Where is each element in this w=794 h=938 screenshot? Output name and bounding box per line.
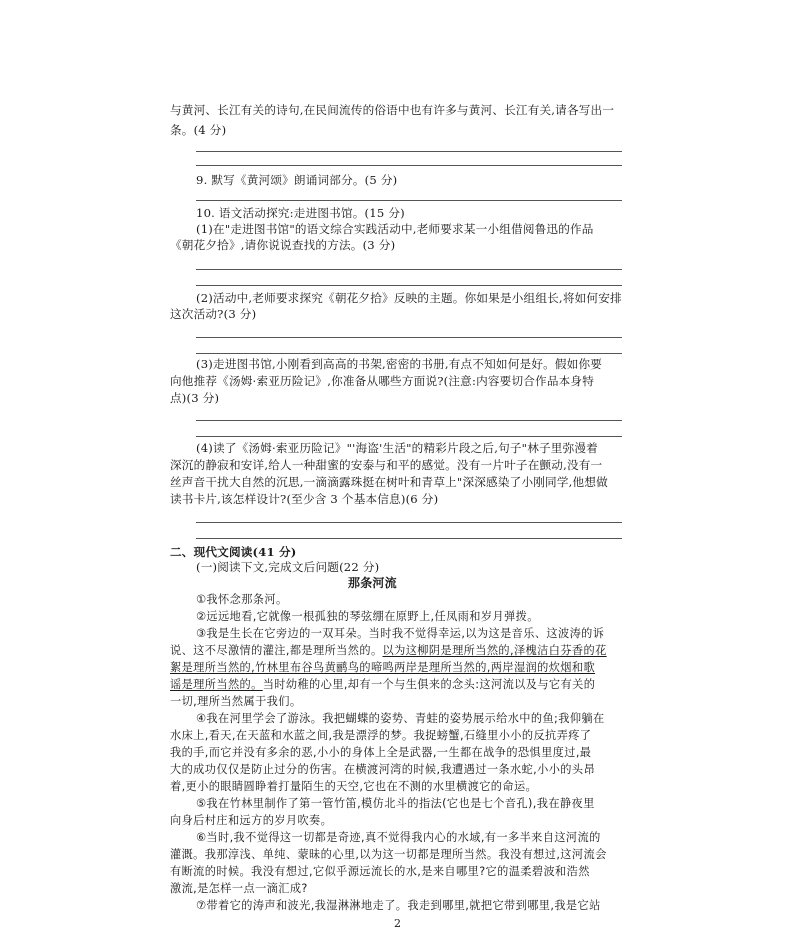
article-para-4-line-2: 水床上,看天,在天蓝和水蓝之间,我是漂浮的梦。我捉螃蟹,石缝里小小的反抗弄疼了: [170, 729, 592, 742]
article-para-1: ①我怀念那条河。: [196, 593, 288, 606]
article-para-7-line-1: ⑦带着它的涛声和波光,我湿淋淋地走了。我走到哪里,就把它带到哪里,我是它站: [196, 899, 601, 912]
section-heading: 二、现代文阅读(41 分): [170, 545, 297, 559]
article-text: 当时幼稚的心里,却有一个与生俱来的念头:这河流以及与它有关的: [262, 678, 596, 691]
answer-line: [196, 165, 622, 166]
answer-line: [196, 522, 622, 523]
q10-part3-line-3: 点)(3 分): [170, 391, 220, 405]
answer-line: [196, 200, 622, 201]
answer-line: [196, 420, 622, 421]
article-para-4-line-4: 大的成功仅仅是防止过分的伤害。在横渡河湾的时候,我遭遇过一条水蛇,小小的头昂: [170, 763, 596, 776]
q10-part4-line-4: 读书卡片,该怎样设计?(至少含 3 个基本信息)(6 分): [170, 492, 439, 506]
q10-part1-line-1: (1)在"走进图书馆"的语文综合实践活动中,老师要求某一小组借阅鲁迅的作品: [196, 222, 594, 236]
underlined-sentence: 以为这柳阴是理所当然的,泽槐洁白芬香的花: [382, 644, 607, 657]
q10-part2-line-1: (2)活动中,老师要求探究《朝花夕拾》反映的主题。你如果是小组组长,将如何安排: [196, 291, 622, 305]
article-para-4-line-1: ④我在河里学会了游泳。我把蝴蝶的姿势、青蛙的姿势展示给水中的鱼;我仰躺在: [196, 712, 605, 725]
article-para-4-line-3: 我的手,而它并没有多余的恶,小小的身体上全是武器,一生都在战争的恐惧里度过,最: [170, 746, 592, 759]
article-para-3-line-2: [170, 644, 607, 658]
page-number: 2: [394, 917, 402, 930]
q10-part4-line-2: 深沉的静寂和安详,给人一种甜蜜的安泰与和平的感觉。没有一片叶子在颤动,没有一: [170, 458, 603, 472]
article-para-6-line-3: 有断流的时候。我没有想过,它似乎源远流长的水,是来自哪里?它的温柔碧波和浩然: [170, 865, 590, 878]
article-para-4-line-5: 着,更小的眼睛圆睁着打量陌生的天空,它也在不测的水里横渡它的命运。: [170, 780, 538, 793]
article-para-6-line-1: ⑥当时,我不觉得这一切都是奇迹,真不觉得我内心的水域,有一多半来自这河流的: [196, 831, 601, 844]
answer-line: [196, 436, 622, 437]
answer-line: [196, 337, 622, 338]
article-para-3-line-5: 一切,理所当然属于我们。: [170, 695, 302, 708]
article-title: 那条河流: [348, 576, 397, 590]
section-subheading: (一)阅读下文,完成文后问题(22 分): [196, 560, 380, 574]
article-para-5-line-1: ⑤我在竹林里制作了第一管竹笛,模仿北斗的指法(它也是七个音孔),我在静夜里: [196, 797, 595, 810]
answer-line: [196, 353, 622, 354]
answer-line: [196, 538, 622, 539]
q10-title: 10. 语文活动探究:走进图书馆。(15 分): [196, 206, 405, 220]
q10-part3-line-2: 向他推荐《汤姆·索亚历险记》,你准备从哪些方面说?(注意:内容要切合作品本身特: [170, 374, 595, 388]
article-para-3-line-1: ③我是生长在它旁边的一双耳朵。当时我不觉得幸运,以为这是音乐、这波涛的诉: [196, 627, 605, 640]
article-para-3-line-4: [170, 678, 595, 692]
article-para-3-line-3: 絮是理所当然的,竹林里布谷鸟黄鹂鸟的啼鸣两岸是理所当然的,两岸湿润的炊烟和歌: [170, 661, 596, 674]
q10-part4-line-3: 丝声音干扰大自然的沉思,一滴滴露珠挺在树叶和青草上"深深感染了小刚同学,他想做: [170, 475, 608, 489]
answer-line: [196, 151, 622, 152]
article-para-6-line-4: 激流,是怎样一点一滴汇成?: [170, 882, 308, 895]
q10-part3-line-1: (3)走进图书馆,小刚看到高高的书架,密密的书册,有点不知如何是好。假如你要: [196, 357, 603, 371]
article-para-5-line-2: 向身后村庄和远方的岁月吹奏。: [170, 814, 333, 827]
q8-line-1: 与黄河、长江有关的诗句,在民间流传的俗语中也有许多与黄河、长江有关,请各写出一: [170, 103, 615, 117]
underlined-sentence: 谣是理所当然的。: [170, 678, 263, 691]
q9-prompt: 9. 默写《黄河颂》朗诵词部分。(5 分): [196, 173, 398, 187]
q10-part4-line-1: (4)读了《汤姆·索亚历险记》"'海盗'生活"的精彩片段之后,句子"林子里弥漫着: [196, 441, 598, 455]
article-para-6-line-2: 灌溉。我那淳浅、单纯、蒙昧的心里,以为这一切都是理所当然。我没有想过,这河流会: [170, 848, 607, 861]
q10-part1-line-2: 《朝花夕拾》,请你说说查找的方法。(3 分): [170, 238, 396, 252]
q10-part2-line-2: 这次活动?(3 分): [170, 307, 257, 321]
article-text: 说、这不尽激情的灌注,都是理所当然的。: [170, 644, 383, 657]
answer-line: [196, 285, 622, 286]
q8-line-2: 条。(4 分): [170, 123, 227, 137]
answer-line: [196, 269, 622, 270]
article-para-2: ②远远地看,它就像一根孤独的琴弦绷在原野上,任凤雨和岁月弹拨。: [196, 610, 539, 623]
